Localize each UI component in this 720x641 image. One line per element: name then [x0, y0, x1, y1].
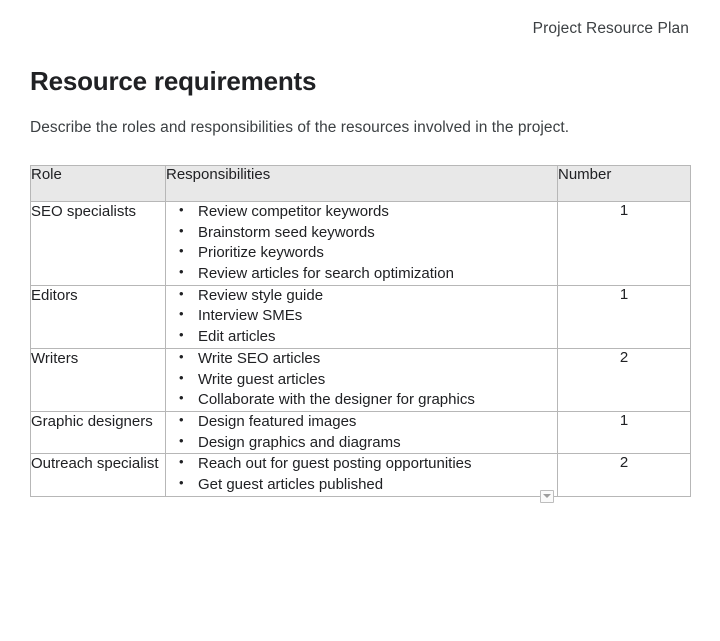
cell-number: 2 [558, 348, 691, 411]
column-header-number: Number [558, 166, 691, 202]
table-resize-handle-icon[interactable] [540, 490, 554, 503]
responsibilities-list [166, 286, 557, 348]
cell-responsibilities [166, 348, 558, 411]
cell-number: 1 [558, 202, 691, 286]
cell-responsibilities [166, 454, 558, 496]
list-item: • Collaborate with the designer for graphics [196, 390, 557, 411]
cell-responsibilities [166, 285, 558, 348]
cell-role: Graphic designers [31, 411, 166, 453]
cell-role: Outreach specialist [31, 454, 166, 496]
list-item: • Reach out for guest posting opportunities [196, 454, 557, 475]
cell-number: 1 [558, 411, 691, 453]
table-header [31, 166, 691, 202]
list-item: • Review style guide [196, 286, 557, 307]
table-row [31, 285, 691, 348]
table-header-row [31, 166, 691, 202]
responsibilities-list [166, 454, 557, 495]
list-item: • Design featured images [196, 412, 557, 433]
table-row [31, 348, 691, 411]
cell-number: 2 [558, 454, 691, 496]
table-row [31, 454, 691, 496]
cell-role: Editors [31, 285, 166, 348]
cell-responsibilities [166, 411, 558, 453]
column-header-responsibilities: Responsibilities [166, 166, 558, 202]
cell-responsibilities [166, 202, 558, 286]
responsibilities-list [166, 202, 557, 285]
intro-paragraph: Describe the roles and responsibilities of the resources involved in the project. [30, 119, 570, 136]
list-item: • Interview SMEs [196, 306, 557, 327]
table-row [31, 202, 691, 286]
list-item: • Review articles for search optimization [196, 264, 557, 285]
responsibilities-list [166, 349, 557, 411]
list-item: • Edit articles [196, 327, 557, 348]
list-item: • Get guest articles published [196, 475, 557, 496]
list-item: • Write guest articles [196, 370, 557, 391]
cell-number: 1 [558, 285, 691, 348]
list-item: • Prioritize keywords [196, 243, 557, 264]
column-header-role: Role [31, 166, 166, 202]
resource-requirements-table [30, 165, 691, 497]
page-title: Resource requirements [30, 66, 317, 96]
cell-role: Writers [31, 348, 166, 411]
responsibilities-list [166, 412, 557, 453]
cell-role: SEO specialists [31, 202, 166, 286]
list-item: • Write SEO articles [196, 349, 557, 370]
document-header-label: Project Resource Plan [532, 20, 689, 37]
list-item: • Brainstorm seed keywords [196, 223, 557, 244]
table-row [31, 411, 691, 453]
table-body [31, 202, 691, 497]
list-item: • Review competitor keywords [196, 202, 557, 223]
list-item: • Design graphics and diagrams [196, 433, 557, 454]
